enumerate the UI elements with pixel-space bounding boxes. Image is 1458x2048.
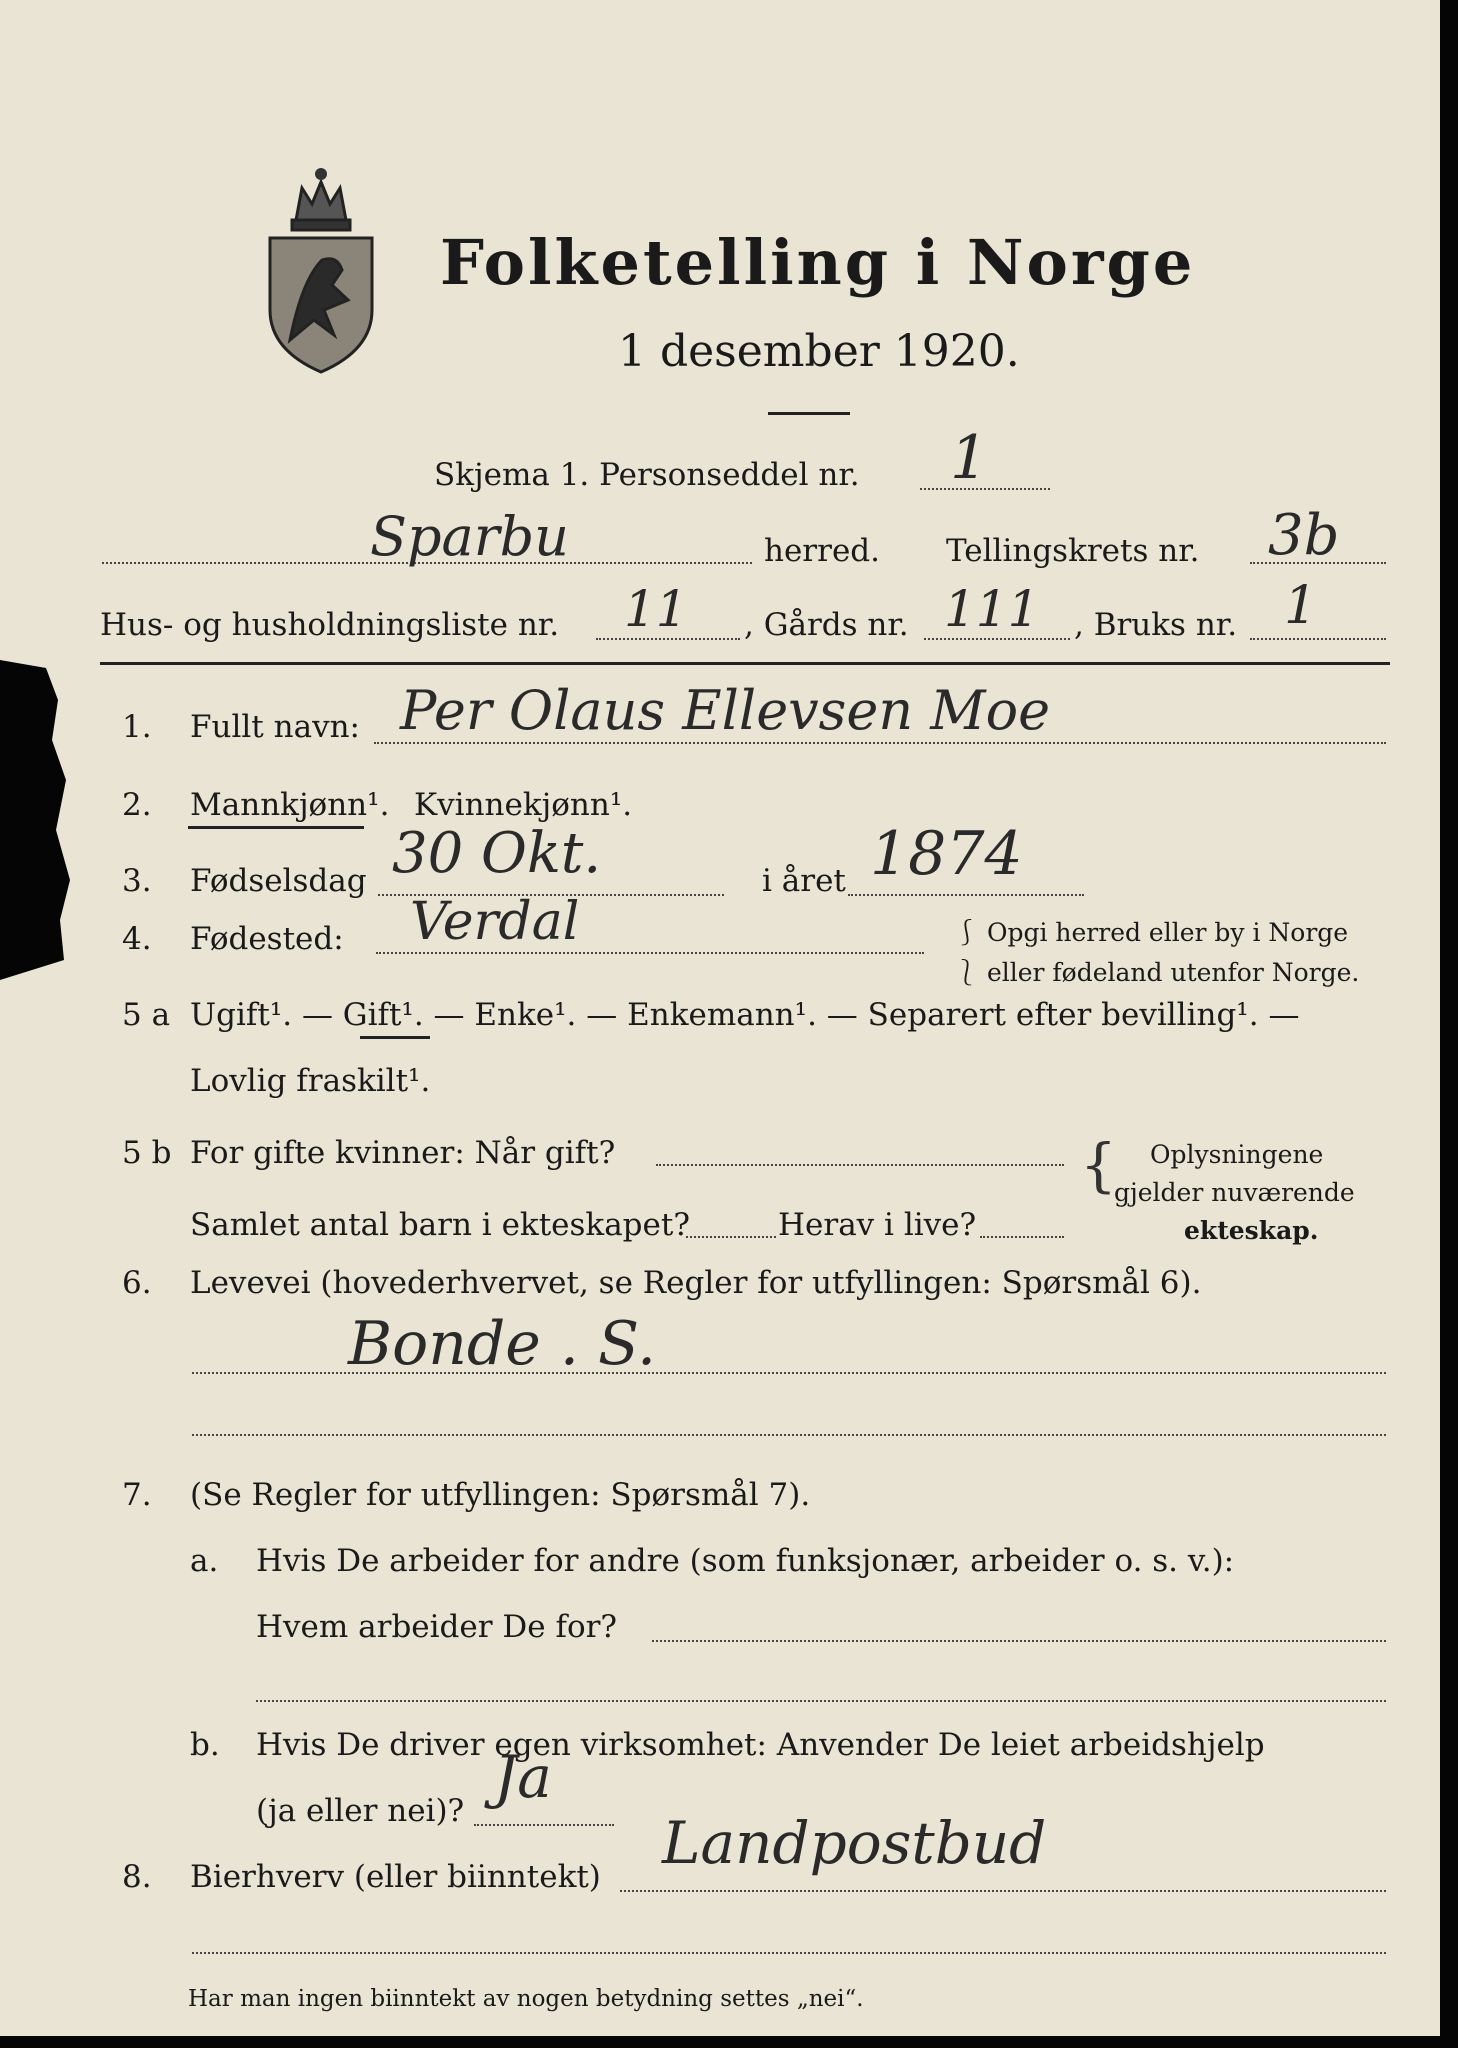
side-income-value[interactable]: Landpostbud <box>662 1809 1047 1877</box>
q8-number: 8. <box>122 1859 152 1895</box>
herred-value[interactable]: Sparbu <box>370 505 569 568</box>
bruks-label: , Bruks nr. <box>1074 607 1238 643</box>
employer-line-2 <box>256 1700 1386 1702</box>
birthday-value[interactable]: 30 Okt. <box>392 821 602 886</box>
footer-note: Har man ingen biinntekt av nogen betydning settes „nei“. <box>188 1986 864 2012</box>
birth-year-line <box>848 894 1084 896</box>
side-income-line-1 <box>620 1890 1386 1892</box>
husholdningsliste-value[interactable]: 11 <box>624 580 688 638</box>
full-name-value[interactable]: Per Olaus Ellevsen Moe <box>400 679 1051 742</box>
side-income-label: Bierhverv (eller biinntekt) <box>190 1859 601 1895</box>
children-label: Samlet antal barn i ekteskapet? <box>190 1207 690 1243</box>
birthplace-value[interactable]: Verdal <box>410 892 580 952</box>
q7-label: (Se Regler for utfyllingen: Spørsmål 7). <box>190 1477 811 1513</box>
husholdningsliste-line <box>596 638 740 640</box>
hired-help-label: (ja eller nei)? <box>256 1793 465 1829</box>
male-option[interactable]: Mannkjønn¹. <box>190 787 390 823</box>
bruks-value[interactable]: 1 <box>1284 576 1318 636</box>
tellingskrets-value[interactable]: 3b <box>1268 503 1340 568</box>
q1-number: 1. <box>122 709 152 745</box>
hired-help-line <box>474 1824 614 1826</box>
married-when-label: For gifte kvinner: Når gift? <box>190 1135 616 1171</box>
birth-year-value[interactable]: 1874 <box>870 819 1023 889</box>
occupation-value[interactable]: Bonde . S. <box>348 1309 657 1379</box>
coat-of-arms-icon <box>262 160 380 375</box>
schema-label: Skjema 1. Personseddel nr. <box>434 457 860 493</box>
female-option[interactable]: Kvinnekjønn¹. <box>414 787 633 823</box>
birthplace-line <box>376 952 924 954</box>
birthplace-label: Fødested: <box>190 921 344 957</box>
q7b-letter: b. <box>190 1727 220 1763</box>
gards-label: , Gårds nr. <box>744 607 909 643</box>
occupation-label: Levevei (hovederhvervet, se Regler for utfyllingen: Spørsmål 6). <box>190 1265 1202 1301</box>
birth-year-label: i året <box>762 863 846 899</box>
q5b-number: 5 b <box>122 1135 172 1171</box>
q7b-question: Hvis De driver egen virksomhet: Anvender De leiet arbeidshjelp <box>256 1727 1265 1763</box>
gards-value[interactable]: 111 <box>944 580 1040 638</box>
marriage-note-3: ekteskap. <box>1184 1216 1319 1245</box>
form-date: 1 desember 1920. <box>618 326 1020 377</box>
employer-label: Hvem arbeider De for? <box>256 1609 618 1645</box>
torn-edge <box>0 0 80 1000</box>
male-underline <box>188 826 364 829</box>
q2-number: 2. <box>122 787 152 823</box>
hired-help-value[interactable]: Ja <box>494 1743 552 1811</box>
gards-line <box>924 638 1070 640</box>
employer-line-1 <box>652 1640 1386 1642</box>
side-income-line-2 <box>192 1952 1386 1954</box>
q4-number: 4. <box>122 921 152 957</box>
form-title: Folketelling i Norge <box>440 226 1196 299</box>
bruks-line <box>1250 638 1386 640</box>
q7-number: 7. <box>122 1477 152 1513</box>
occupation-line-1 <box>192 1372 1386 1374</box>
children-line <box>686 1236 776 1238</box>
husholdningsliste-label: Hus- og husholdningsliste nr. <box>100 607 560 643</box>
birthplace-note-1: ⎰ Opgi herred eller by i Norge <box>954 918 1349 947</box>
personseddel-value[interactable]: 1 <box>950 423 989 493</box>
alive-line <box>980 1236 1064 1238</box>
birthday-label: Fødselsdag <box>190 863 367 899</box>
q6-number: 6. <box>122 1265 152 1301</box>
divorced-option[interactable]: Lovlig fraskilt¹. <box>190 1063 431 1099</box>
note-brace: { <box>1080 1131 1117 1199</box>
q7a-letter: a. <box>190 1543 219 1579</box>
q5a-number: 5 a <box>122 997 171 1033</box>
header-divider <box>100 662 1390 665</box>
tellingskrets-label: Tellingskrets nr. <box>946 533 1200 569</box>
marriage-note-1: Oplysningene <box>1150 1140 1324 1169</box>
q7a-question: Hvis De arbeider for andre (som funksjonær, arbeider o. s. v.): <box>256 1543 1235 1579</box>
title-divider <box>768 412 850 415</box>
marriage-note-2: gjelder nuværende <box>1114 1178 1355 1207</box>
marital-options[interactable]: Ugift¹. — Gift¹. — Enke¹. — Enkemann¹. — Separert efter bevilling¹. — <box>190 997 1300 1033</box>
occupation-line-2 <box>192 1434 1386 1436</box>
q3-number: 3. <box>122 863 152 899</box>
alive-label: Herav i live? <box>778 1207 977 1243</box>
full-name-label: Fullt navn: <box>190 709 360 745</box>
herred-label: herred. <box>764 533 880 569</box>
married-underline <box>360 1036 430 1039</box>
married-when-line <box>656 1164 1064 1166</box>
full-name-line <box>374 742 1386 744</box>
birthplace-note-2: ⎱ eller fødeland utenfor Norge. <box>954 958 1360 987</box>
